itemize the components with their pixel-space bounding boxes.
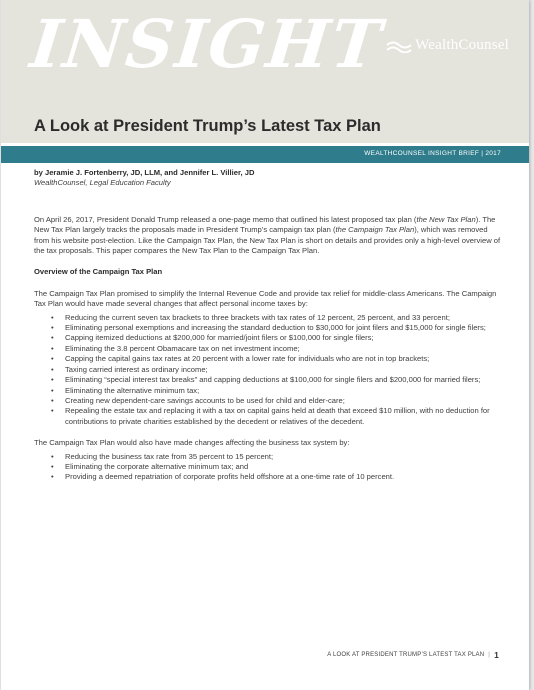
list-item-text: Reducing the current seven tax brackets to three brackets with tax rates of 12 percent, 25 percent, and 33 percent; xyxy=(65,312,450,322)
intro-term-new-plan: the New Tax Plan xyxy=(416,214,476,224)
list-item-text: Capping itemized deductions at $200,000 for married/joint filers or $100,000 for single filers; xyxy=(65,333,374,343)
bullet-glyph: • xyxy=(51,451,54,461)
list-item-text: Reducing the business tax rate from 35 percent to 15 percent; xyxy=(65,451,274,461)
list-item-text: Providing a deemed repatriation of corporate profits held offshore at a one-time rate of 10 percent. xyxy=(65,472,395,482)
document-body xyxy=(34,168,504,483)
page-footer xyxy=(327,650,499,660)
bullet-glyph: • xyxy=(51,343,54,353)
author-affiliation: WealthCounsel, Legal Education Faculty xyxy=(34,178,171,188)
wealthcounsel-logo xyxy=(386,37,509,54)
footer-separator: | xyxy=(488,652,491,658)
intro-term-campaign-plan: the Campaign Tax Plan xyxy=(335,225,415,235)
business-paragraph: The Campaign Tax Plan would also have made changes affecting the business tax system by: xyxy=(34,438,350,448)
brief-label: WEALTHCOUNSEL INSIGHT BRIEF | 2017 xyxy=(364,150,501,157)
author-names: by Jeramie J. Fortenberry, JD, LLM, and Jennifer L. Villier, JD xyxy=(34,168,255,177)
section-heading: Overview of the Campaign Tax Plan xyxy=(34,267,163,277)
list-item xyxy=(34,323,504,333)
page-title: A Look at President Trump’s Latest Tax Plan xyxy=(34,117,381,135)
personal-tax-list xyxy=(34,313,504,427)
intro-paragraph xyxy=(34,215,504,257)
bullet-glyph: • xyxy=(51,375,54,385)
list-item-text: Eliminating the corporate alternative minimum tax; and xyxy=(65,461,249,471)
bullet-glyph: • xyxy=(51,354,54,364)
list-item xyxy=(34,344,504,354)
list-item-text: Eliminating the alternative minimum tax; xyxy=(65,385,200,395)
brand-name: WealthCounsel xyxy=(415,37,509,53)
bullet-glyph: • xyxy=(51,385,54,395)
bullet-glyph: • xyxy=(51,461,54,471)
list-item-text: Creating new dependent-care savings accounts to be used for child and elder-care; xyxy=(65,395,345,405)
document-page xyxy=(1,0,529,690)
list-item xyxy=(34,313,504,323)
list-item xyxy=(34,375,504,385)
bullet-glyph: • xyxy=(51,472,54,482)
list-item-text: Repealing the estate tax and replacing it with a tax on capital gains held at death that exceed $10 million, with no deduction for contributions to private charities established by the decedent or relatives of the decedent. xyxy=(65,406,490,426)
bullet-glyph: • xyxy=(51,312,54,322)
footer-running-title: A LOOK AT PRESIDENT TRUMP’S LATEST TAX PLAN xyxy=(327,652,485,658)
list-item-text: Eliminating the 3.8 percent Obamacare tax on net investment income; xyxy=(65,343,300,353)
list-item xyxy=(34,452,504,462)
intro-text-a: On April 26, 2017, President Donald Trump released a one-page memo that outlined his latest proposed tax plan ( xyxy=(34,214,417,224)
brand-waves-icon xyxy=(386,39,412,53)
list-item xyxy=(34,354,504,364)
list-item-text: Taxing carried interest as ordinary income; xyxy=(65,364,208,374)
bullet-glyph: • xyxy=(51,406,54,416)
list-item-text: Eliminating “special interest tax breaks” and capping deductions at $100,000 for single filers and $200,000 for married filers; xyxy=(65,375,481,385)
bullet-glyph: • xyxy=(51,364,54,374)
bullet-glyph: • xyxy=(51,323,54,333)
intro-text-c: ), which was removed from his website post-election. Like the Campaign Tax Plan, the New Tax Plan is short on details and provides only a high-level overview of the tax proposals. This paper compares the New Tax Plan to the Campaign Tax Plan. xyxy=(34,225,501,256)
list-item xyxy=(34,406,504,427)
header-band xyxy=(1,0,529,143)
bullet-glyph: • xyxy=(51,395,54,405)
list-item xyxy=(34,386,504,396)
list-item xyxy=(34,462,504,472)
insight-wordmark: INSIGHT xyxy=(26,5,387,83)
section-paragraph: The Campaign Tax Plan promised to simplify the Internal Revenue Code and provide tax relief for middle-class Americans. The Campaign Tax Plan would have made several changes that affect personal income taxes by: xyxy=(34,288,497,309)
bullet-glyph: • xyxy=(51,333,54,343)
list-item xyxy=(34,365,504,375)
list-item-text: Eliminating personal exemptions and increasing the standard deduction to $30,000 for joint filers and $15,000 for single filers; xyxy=(65,323,486,333)
brief-bar xyxy=(1,146,529,163)
list-item xyxy=(34,472,504,482)
list-item xyxy=(34,396,504,406)
page-number: 1 xyxy=(494,650,499,660)
list-item-text: Capping the capital gains tax rates at 20 percent with a lower rate for individuals who are not in top brackets; xyxy=(65,354,430,364)
business-tax-list xyxy=(34,452,504,483)
list-item xyxy=(34,333,504,343)
intro-text-b: ). The New Tax Plan largely tracks the proposals made in President Trump’s campaign tax plan ( xyxy=(34,214,496,235)
